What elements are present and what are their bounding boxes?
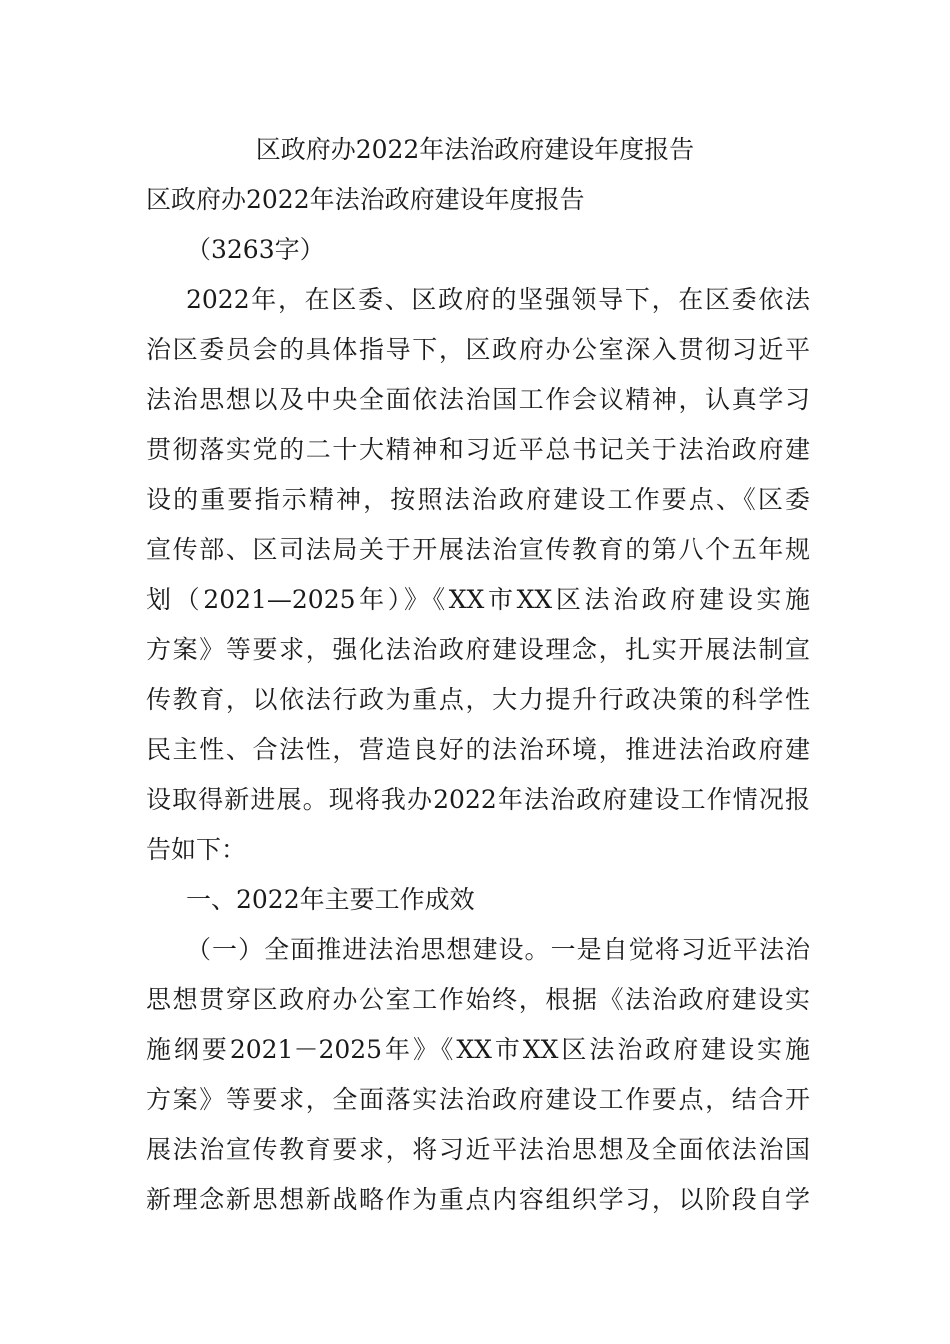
intro-line: 设取得新进展。现将我办2022年法治政府建设工作情况报	[146, 785, 810, 814]
intro-line: 告如下：	[146, 835, 247, 864]
word-count: （3263字）	[186, 235, 325, 264]
section-line: 展法治宣传教育要求，将习近平法治思想及全面依法治国	[146, 1135, 810, 1164]
intro-line: 传教育，以依法行政为重点，大力提升行政决策的科学性	[146, 685, 810, 714]
intro-line: 贯彻落实党的二十大精神和习近平总书记关于法治政府建	[146, 435, 810, 464]
intro-line: 法治思想以及中央全面依法治国工作会议精神，认真学习	[146, 385, 810, 414]
intro-line: 民主性、合法性，营造良好的法治环境，推进法治政府建	[146, 735, 810, 764]
intro-line: 2022年，在区委、区政府的坚强领导下，在区委依法	[186, 285, 810, 314]
intro-line: 方案》等要求，强化法治政府建设理念，扎实开展法制宣	[146, 635, 810, 664]
section-line: 施纲要2021－2025年》《XX市XX区法治政府建设实施	[146, 1035, 810, 1064]
intro-line: 划（2021—2025年）》《XX市XX区法治政府建设实施	[146, 585, 810, 614]
intro-line: 设的重要指示精神，按照法治政府建设工作要点、《区委	[146, 485, 810, 514]
document-title: 区政府办2022年法治政府建设年度报告	[255, 135, 695, 164]
section-line: （一）全面推进法治思想建设。一是自觉将习近平法治	[186, 935, 810, 964]
intro-line: 治区委员会的具体指导下，区政府办公室深入贯彻习近平	[146, 335, 810, 364]
intro-line: 宣传部、区司法局关于开展法治宣传教育的第八个五年规	[146, 535, 810, 564]
document-subtitle: 区政府办2022年法治政府建设年度报告	[146, 185, 585, 214]
section-heading: 一、2022年主要工作成效	[186, 885, 475, 914]
section-line: 方案》等要求，全面落实法治政府建设工作要点，结合开	[146, 1085, 810, 1114]
section-line: 新理念新思想新战略作为重点内容组织学习，以阶段自学	[146, 1185, 810, 1214]
section-line: 思想贯穿区政府办公室工作始终，根据《法治政府建设实	[146, 985, 810, 1014]
